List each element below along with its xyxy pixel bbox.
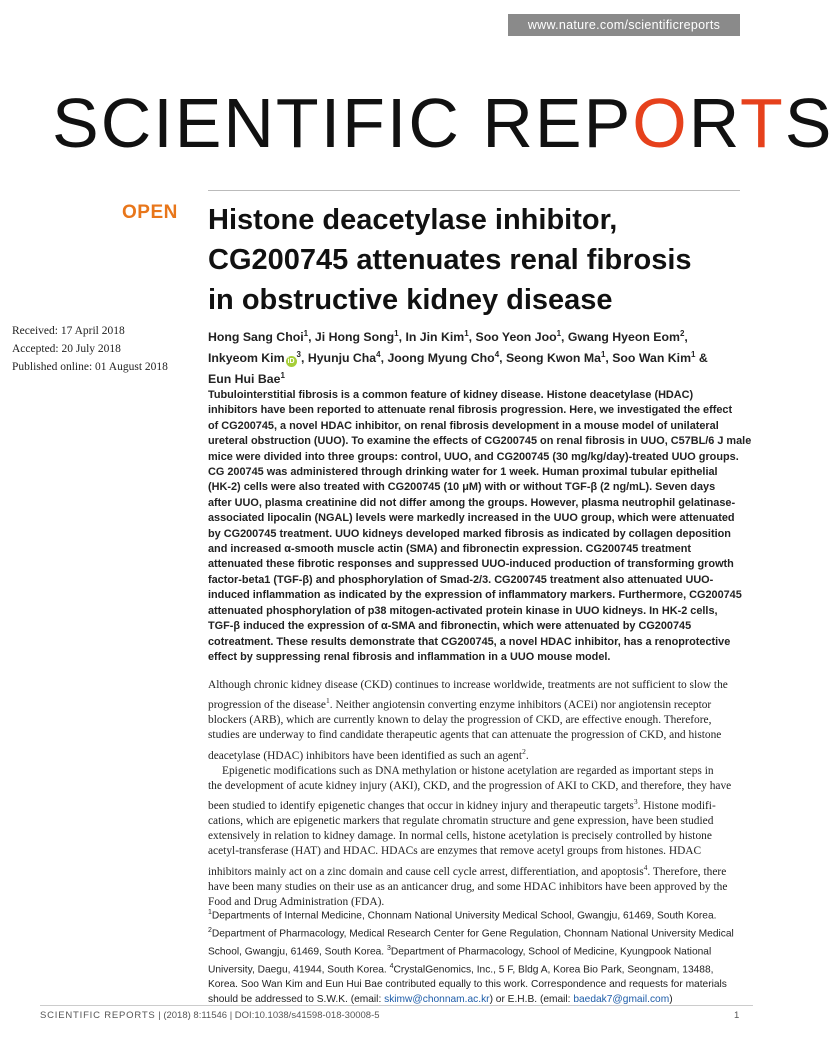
title-divider — [208, 190, 740, 191]
body-text-run: progression of the disease — [208, 699, 326, 711]
accepted-date: Accepted: 20 July 2018 — [12, 343, 121, 355]
affiliation-text: ) — [669, 993, 673, 1005]
author-name[interactable]: , Hyunju Cha — [301, 351, 377, 366]
body-text — [208, 678, 740, 910]
article-dates — [12, 322, 202, 376]
body-line: Epigenetic modifications such as DNA methylation or histone acetylation are regarded as important steps in — [222, 764, 714, 777]
author-name[interactable]: , Gwang Hyeon Eom — [561, 330, 680, 345]
affiliation-sup: 1 — [556, 329, 562, 338]
author-name[interactable]: , Joong Myung Cho — [380, 351, 495, 366]
abstract-line: factor-beta1 (TGF-β) and phosphorylation of Smad-2/3. CG200745 treatment also attenuated UUO- — [208, 573, 714, 586]
affiliation-line — [208, 960, 748, 978]
footer-divider — [40, 1005, 753, 1006]
article-title — [208, 200, 748, 320]
affiliation-sup: 1 — [280, 371, 285, 381]
affiliation-text: should be addressed to S.W.K. (email: — [208, 993, 385, 1005]
body-line — [208, 744, 740, 764]
author-name[interactable]: , In Jin Kim — [398, 330, 465, 345]
author-list — [208, 325, 748, 388]
citation-ref[interactable]: 4 — [643, 862, 648, 872]
body-line: blockers (ARB), which are currently known to delay the progression of CKD, are effective enough. Therefore, — [208, 714, 712, 727]
body-line: acetyl-transferase (HAT) and HDAC. HDACs are enzymes that remove acetyl groups from histones. HDAC — [208, 845, 702, 858]
abstract-line: associated lipocalin (NGAL) levels were markedly increased in the UUO group, which were attenuated — [208, 512, 735, 525]
affiliation-sup: 1 — [600, 350, 606, 360]
author-name[interactable]: Eun Hui Bae — [208, 372, 281, 387]
body-line — [208, 860, 740, 880]
email-link[interactable]: baedak7@gmail.com — [573, 993, 670, 1005]
body-line: Although chronic kidney disease (CKD) continues to increase worldwide, treatments are not sufficient to slow the — [208, 679, 728, 691]
abstract-line: attenuated these fibrotic responses and suppressed UUO-induced production of transforming growth — [208, 558, 734, 571]
affiliation-sup: 3 — [386, 944, 391, 952]
affiliation-line — [208, 942, 748, 960]
affiliation-sup: 3 — [296, 350, 301, 360]
body-line: extensively in relation to kidney damage. In normal cells, histone acetylation is precisely controlled by histone — [208, 830, 712, 843]
abstract-line: effect by suppressing renal fibrosis and inflammation in a UUO mouse model. — [208, 650, 611, 663]
body-text-run: . — [525, 749, 529, 762]
abstract-line: TGF-β induced the expression of α-SMA and fibronectin, which were attenuated by CG200745 — [208, 620, 692, 633]
article-title-line: in obstructive kidney disease — [208, 284, 613, 316]
affiliation-text: Department of Pharmacology, School of Medicine, Kyungpook National — [390, 946, 712, 958]
affiliation-sup: 4 — [389, 962, 394, 970]
gear-icon: O — [632, 84, 689, 162]
journal-url[interactable]: www.nature.com/scientificreports — [508, 14, 740, 36]
affiliation-sup: 2 — [679, 329, 685, 338]
abstract-line: Tubulointerstitial fibrosis is a common feature of kidney disease. Histone deacetylase (HDAC) — [208, 389, 694, 401]
affiliation-text: ) or E.H.B. (email: — [489, 993, 574, 1005]
abstract-line: by CG200745 treatment. UUO kidneys developed marked fibrosis as indicated by collagen deposition — [208, 527, 731, 540]
body-line: cations, which are epigenetic markers that regulate chromatin structure and gene expression, have been studied — [208, 815, 714, 828]
affiliation-sup: 1 — [303, 329, 309, 338]
journal-title-text: R — [688, 84, 741, 162]
author-name[interactable]: , Ji Hong Song — [308, 330, 395, 345]
abstract — [208, 388, 752, 665]
footer-journal-name: SCIENTIFIC REPORTS — [40, 1010, 156, 1021]
affiliation-line: Korea. Soo Wan Kim and Eun Hui Bae contributed equally to this work. Correspondence and requests for materials — [208, 978, 727, 990]
page-number: 1 — [734, 1010, 740, 1021]
abstract-line: inhibitors have been reported to attenuate renal fibrosis progression. Here, we investigated the effect — [208, 404, 733, 417]
body-line: Food and Drug Administration (FDA). — [208, 895, 385, 908]
affiliation-text: University, Daegu, 41944, South Korea. — [208, 964, 390, 976]
citation-ref[interactable]: 3 — [633, 797, 638, 807]
footer-citation — [40, 1010, 380, 1021]
abstract-line: after UUO, plasma creatinine did not differ among the groups. However, plasma neutrophil gelatinase- — [208, 496, 736, 509]
footer-doi[interactable]: | (2018) 8:11546 | DOI:10.1038/s41598-018-30008-5 — [155, 1010, 380, 1021]
affiliation-text: Departments of Internal Medicine, Chonnam National University Medical School, Gwangju, 61469, South Korea. — [211, 910, 717, 922]
abstract-line: induced inflammation as indicated by the expression of inflammatory markers. Furthermore, CG200745 — [208, 589, 742, 602]
body-text-run: . Neither angiotensin converting enzyme inhibitors (ACEi) nor angiotensin receptor — [329, 699, 712, 711]
body-line — [208, 794, 740, 814]
body-line: studies are underway to find candidate therapeutic agents that can attenuate the progression of CKD, and histone — [208, 729, 722, 742]
article-title-line: Histone deacetylase inhibitor, — [208, 204, 618, 236]
affiliation-sup: 1 — [208, 909, 212, 916]
citation-ref[interactable]: 2 — [522, 746, 526, 756]
journal-title-text: S — [784, 84, 834, 162]
affiliation-text: Department of Pharmacology, Medical Research Center for Gene Regulation, Chonnam National University Medical — [211, 928, 734, 940]
author-separator: & — [695, 351, 708, 366]
author-name[interactable]: , Seong Kwon Ma — [499, 351, 601, 366]
body-line: the development of acute kidney injury (AKI), CKD, and the progression of AKI to CKD, and therefore, they have — [208, 779, 732, 792]
affiliation-sup: 1 — [394, 329, 399, 338]
abstract-line: CG 200745 was administered through drinking water for 1 week. Human proximal tubular epithelial — [208, 466, 718, 479]
affiliation-sup: 1 — [464, 329, 469, 338]
published-date: Published online: 01 August 2018 — [12, 361, 168, 373]
article-title-line: CG200745 attenuates renal fibrosis — [208, 244, 692, 276]
journal-title-text: SCIENTIFIC REP — [52, 84, 633, 162]
body-text-run: deacetylase (HDAC) inhibitors have been identified as such an agent — [208, 749, 523, 762]
affiliation-line — [208, 906, 748, 924]
body-line: have been many studies on their use as an anticancer drug, and some HDAC inhibitors have been approved by the — [208, 880, 728, 893]
abstract-line: mice were divided into three groups: control, UUO, and CG200745 (30 mg/kg/day)-treated UUO groups. — [208, 450, 739, 463]
affiliations — [208, 906, 748, 1007]
author-line — [208, 367, 748, 388]
affiliation-sup: 4 — [376, 350, 381, 360]
body-line — [208, 693, 740, 713]
abstract-line: of CG200745, a novel HDAC inhibitor, on renal fibrosis development in a mouse model of unilateral — [208, 419, 719, 432]
affiliation-text: School, Gwangju, 61469, South Korea. — [208, 946, 387, 958]
gear-icon: T — [740, 84, 785, 162]
affiliation-sup: 4 — [494, 350, 500, 360]
author-name[interactable]: Inkyeom Kim — [208, 351, 285, 366]
affiliation-text: CrystalGenomics, Inc., 5 F, Bldg A, Korea Bio Park, Seongnam, 13488, — [393, 964, 714, 976]
open-access-label: OPEN — [122, 202, 178, 223]
journal-title — [52, 79, 834, 169]
abstract-line: (HK-2) cells were also treated with CG200745 (10 μM) with or without TGF-β (2 ng/mL). Seven days — [208, 481, 716, 494]
affiliation-line — [208, 924, 748, 942]
body-text-run: been studied to identify epigenetic changes that occur in kidney injury and therapeutic targets — [208, 799, 634, 812]
author-separator: , — [684, 330, 688, 345]
abstract-line: attenuated phosphorylation of p38 mitogen-activated protein kinase in UUO kidneys. In HK-2 cells, — [208, 604, 718, 617]
orcid-icon[interactable]: iD — [287, 358, 295, 366]
body-text-run: . Histone modifi- — [637, 799, 716, 812]
author-name[interactable]: Hong Sang Choi — [208, 330, 304, 345]
author-name[interactable]: , Soo Yeon Joo — [468, 330, 557, 345]
body-text-run: . Therefore, there — [647, 865, 727, 878]
author-name[interactable]: , Soo Wan Kim — [605, 351, 692, 366]
author-line — [208, 325, 748, 346]
affiliation-sup: 1 — [691, 350, 696, 360]
affiliation-sup: 2 — [208, 926, 212, 934]
received-date: Received: 17 April 2018 — [12, 325, 125, 337]
body-text-run: inhibitors mainly act on a zinc domain and cause cell cycle arrest, differentiation, and apoptosis — [208, 865, 644, 878]
citation-ref[interactable]: 1 — [326, 696, 330, 706]
abstract-line: ureteral obstruction (UUO). To examine the effects of CG200745 on renal fibrosis in UUO, C57BL/6 J male — [208, 435, 752, 448]
email-link[interactable]: skimw@chonnam.ac.kr — [384, 993, 490, 1005]
author-line — [208, 346, 748, 367]
abstract-line: and increased α-smooth muscle actin (SMA) and fibronectin expression. CG200745 treatment — [208, 543, 691, 556]
abstract-line: cotreatment. These results demonstrate that CG200745, a novel HDAC inhibitor, has a renoprotective — [208, 635, 731, 648]
